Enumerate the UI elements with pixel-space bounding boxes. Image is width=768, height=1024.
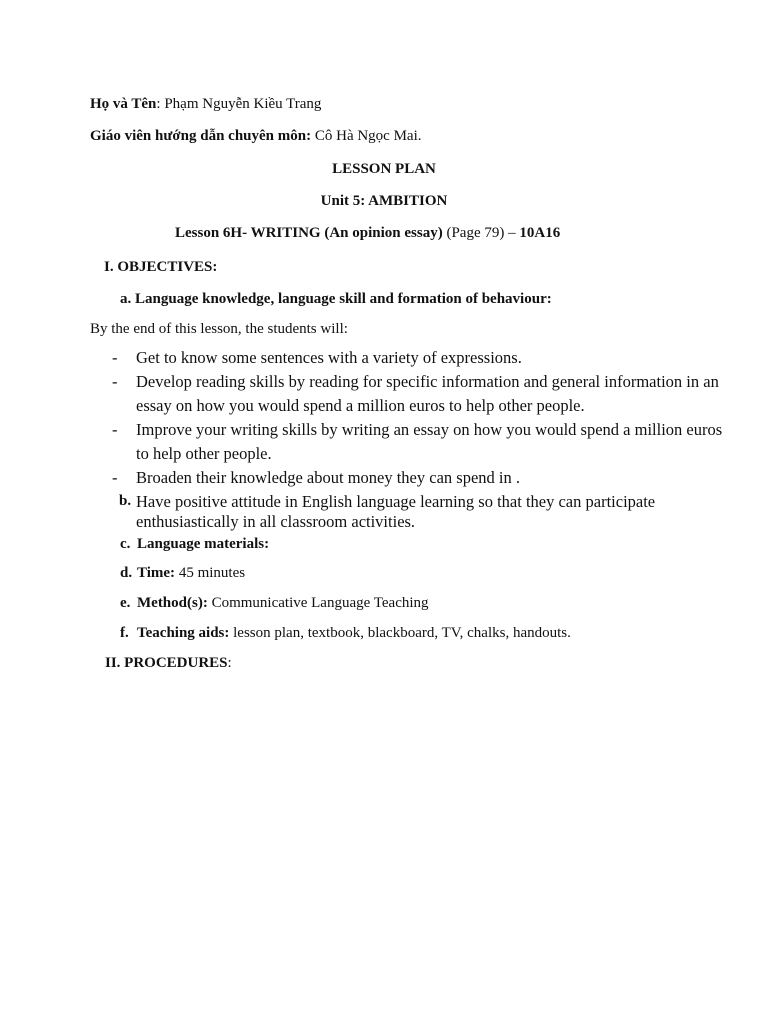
bullet-dash: - <box>112 468 118 487</box>
bullet-item: Get to know some sentences with a variety of expressions. <box>136 348 522 367</box>
objective-c-line <box>120 534 130 554</box>
teacher-line <box>90 126 422 146</box>
student-name-line <box>90 94 321 114</box>
objectives-heading: I. OBJECTIVES: <box>104 259 218 275</box>
objective-a-label: a. Language knowledge, language skill and formation of behaviour: <box>120 291 552 307</box>
objective-e-marker: e. <box>120 595 131 611</box>
teacher-value: Cô Hà Ngọc Mai. <box>311 128 422 144</box>
lesson-plan-title: LESSON PLAN <box>332 161 436 177</box>
lesson-page: (Page 79) – <box>442 225 520 241</box>
bullet-item: Develop reading skills by reading for specific information and general information in an essay on how you would spend a million euros to help other people. <box>136 372 719 415</box>
objective-c-marker: c. <box>120 536 131 552</box>
lesson-name: Lesson 6H- WRITING (An opinion essay) <box>175 225 443 241</box>
objective-d-line <box>137 563 245 583</box>
unit-title: Unit 5: AMBITION <box>320 193 448 209</box>
objective-b-marker: b. <box>119 493 132 509</box>
bullet-dash: - <box>112 420 118 439</box>
objective-e-value: Communicative Language Teaching <box>207 595 429 611</box>
objective-c-label: Language materials: <box>137 536 270 552</box>
procedures-heading <box>105 653 232 673</box>
objective-b-text: Have positive attitude in English language learning so that they can participate enthusiastically in all classroom activities. <box>136 492 656 531</box>
objective-d-marker: d. <box>120 565 133 581</box>
objective-f-line <box>137 623 571 643</box>
objective-f-value: lesson plan, textbook, blackboard, TV, chalks, handouts. <box>229 625 571 641</box>
objective-f-marker: f. <box>120 625 129 641</box>
objective-f-label: Teaching aids: <box>137 625 230 641</box>
bullet-dash: - <box>112 348 118 367</box>
lesson-title <box>175 223 560 243</box>
procedures-colon: : <box>227 655 232 671</box>
student-name-value: : Phạm Nguyễn Kiều Trang <box>156 96 322 112</box>
procedures-heading-text: II. PROCEDURES <box>105 655 228 671</box>
objective-e-line <box>137 593 429 613</box>
bullet-item: Broaden their knowledge about money they can spend in . <box>136 468 520 487</box>
objective-d-label: Time: <box>137 565 176 581</box>
lesson-class: 10A16 <box>519 225 561 241</box>
bullet-dash: - <box>112 372 118 391</box>
objective-e-label: Method(s): <box>137 595 208 611</box>
teacher-label: Giáo viên hướng dẫn chuyên môn: <box>90 128 312 144</box>
student-name-label: Họ và Tên <box>90 96 157 112</box>
objective-d-value: 45 minutes <box>175 565 246 581</box>
objectives-intro: By the end of this lesson, the students will: <box>90 321 348 337</box>
bullet-item: Improve your writing skills by writing an essay on how you would spend a million euros to help other people. <box>136 420 723 463</box>
